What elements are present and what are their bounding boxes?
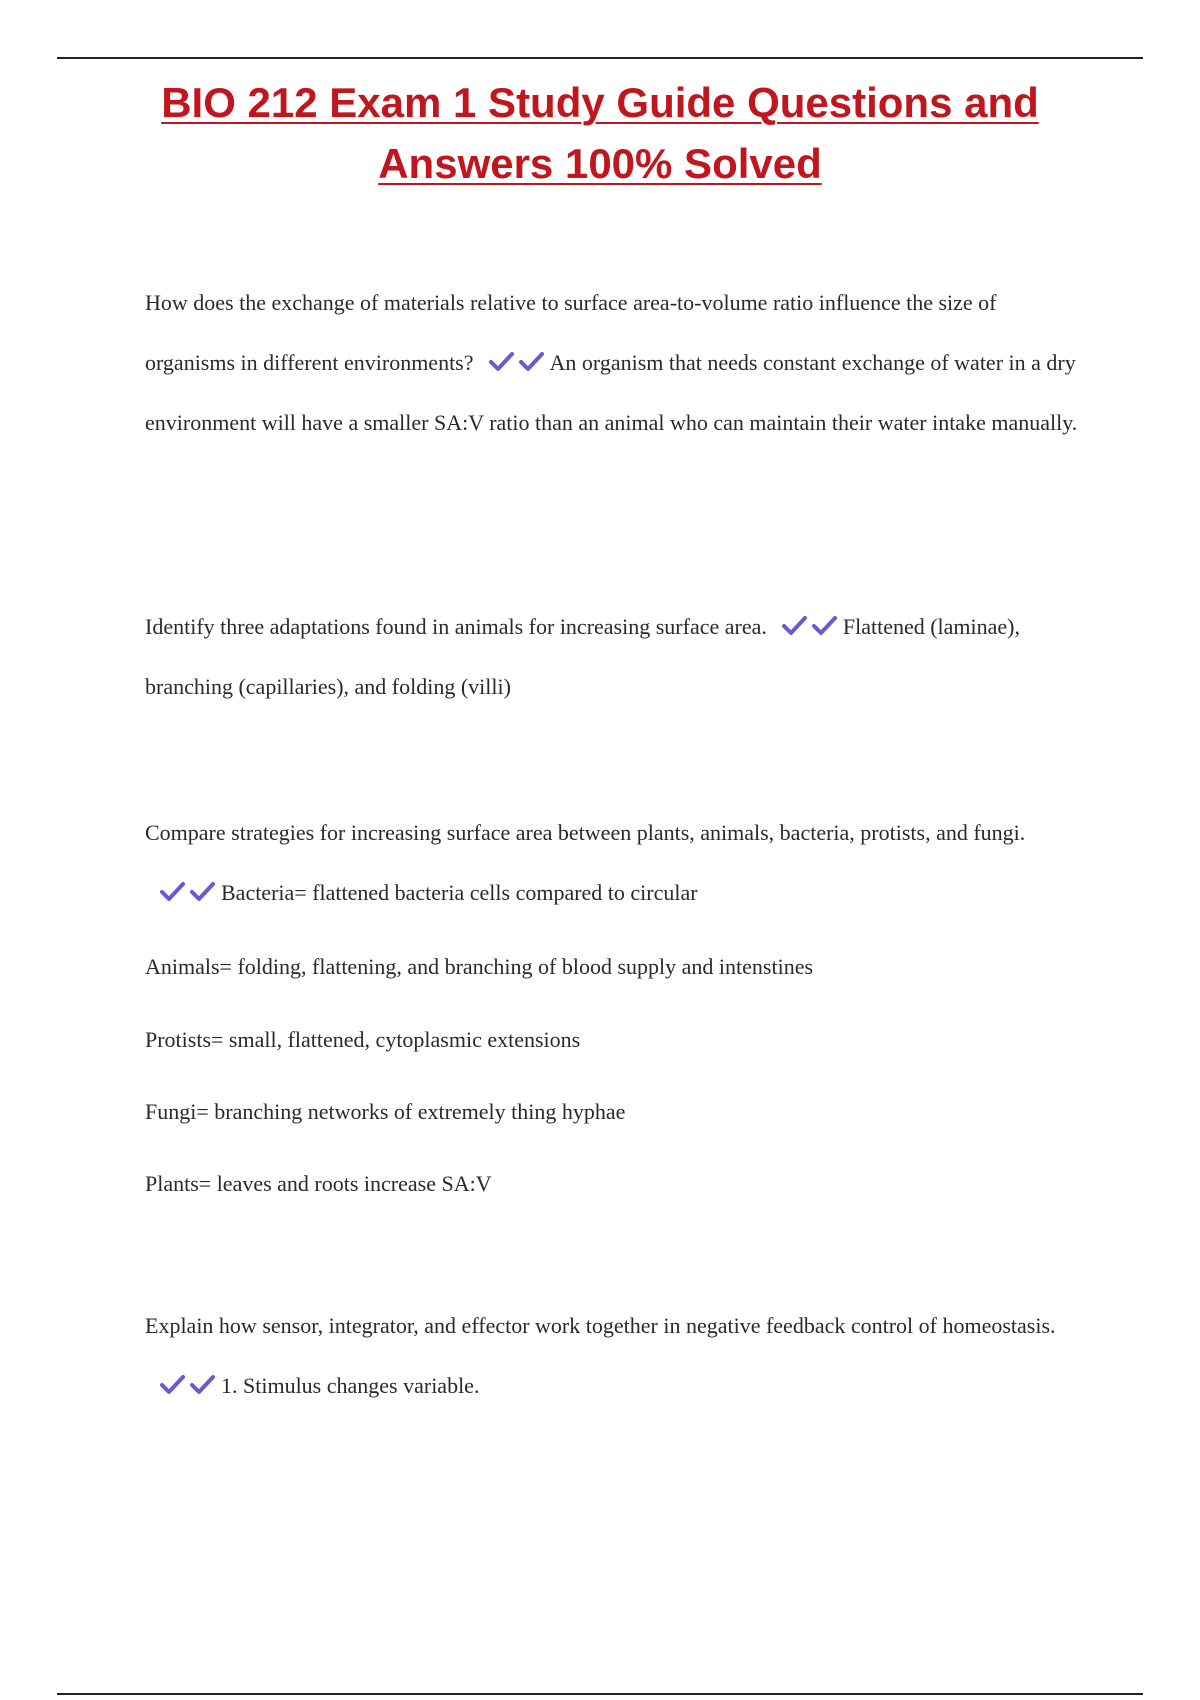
answer-line-fungi: Fungi= branching networks of extremely thing hyphae (145, 1099, 626, 1124)
answer-text: 1. Stimulus changes variable. (221, 1373, 480, 1398)
double-check-icon (159, 1374, 217, 1396)
answer-text: Bacteria= flattened bacteria cells compared to circular (221, 880, 698, 905)
question-text: Explain how sensor, integrator, and effector work together in negative feedback control of homeostasis. (145, 1313, 1056, 1338)
document-title (100, 72, 1100, 194)
qa-item-1 (145, 273, 1090, 453)
answer-text: Flattened (laminae), branching (capillaries), and folding (villi) (145, 614, 1021, 699)
qa-item-4 (145, 1296, 1090, 1416)
title-line-1: BIO 212 Exam 1 Study Guide Questions and (161, 79, 1039, 126)
answer-line-protists: Protists= small, flattened, cytoplasmic extensions (145, 1027, 581, 1052)
double-check-icon (488, 351, 546, 373)
question-text: How does the exchange of materials relative to surface area-to-volume ratio influence the size of organisms in different environments? (145, 290, 997, 375)
double-check-icon (781, 615, 839, 637)
double-check-icon (159, 881, 217, 903)
title-line-2: Answers 100% Solved (378, 140, 822, 187)
qa-item-3 (145, 803, 1090, 923)
question-text: Identify three adaptations found in animals for increasing surface area. (145, 614, 767, 639)
top-rule (57, 57, 1143, 59)
bottom-rule (57, 1693, 1143, 1695)
answer-text: An organism that needs constant exchange of water in a dry environment will have a smaller SA:V ratio than an animal who can maintain their water intake manually. (145, 350, 1078, 435)
answer-line-animals: Animals= folding, flattening, and branching of blood supply and intenstines (145, 954, 814, 979)
qa-item-2 (145, 597, 1090, 717)
question-text: Compare strategies for increasing surface area between plants, animals, bacteria, protists, and fungi. (145, 820, 1026, 845)
answer-line-plants: Plants= leaves and roots increase SA:V (145, 1171, 492, 1196)
